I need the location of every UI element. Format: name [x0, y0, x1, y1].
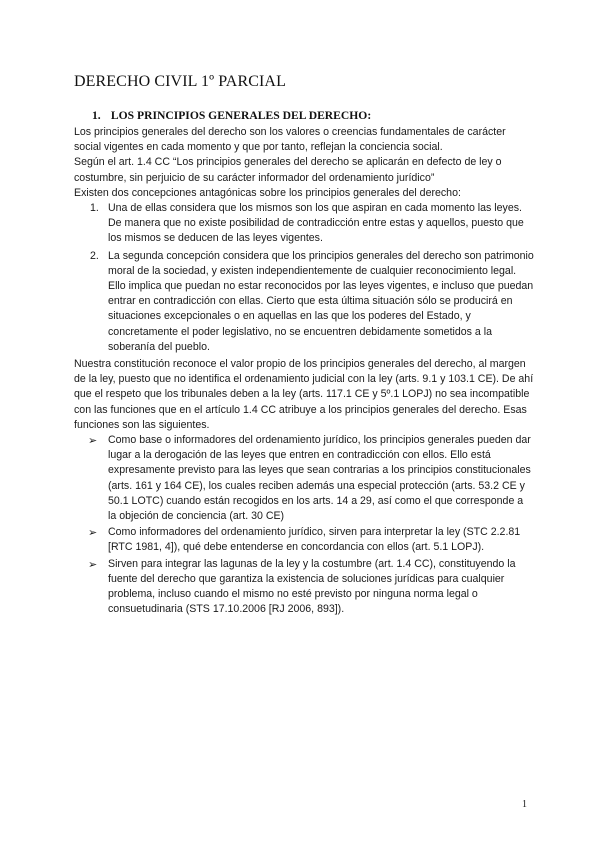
arrow-bullet-icon: ➢	[88, 557, 98, 571]
page-number: 1	[522, 799, 527, 810]
functions-list	[74, 433, 534, 617]
arrow-bullet-icon: ➢	[88, 526, 98, 540]
section-heading	[92, 109, 371, 122]
list-item-text: Una de ellas considera que los mismos son los que aspiran en cada momento las leyes. De manera que no existe posibilidad de contradicción entre estas y aquellos, puesto que los mismos se deducen de las leyes vigentes.	[108, 202, 524, 245]
paragraph-article-quote: Según el art. 1.4 CC “Los principios generales del derecho se aplicarán en defecto de ley o costumbre, sin perjuicio de su carácter informador del ordenamiento jurídico”	[74, 156, 502, 184]
list-marker: 1.	[90, 202, 99, 215]
list-item-text: Como informadores del ordenamiento jurídico, sirven para interpretar la ley (STC 2.2.81 [RTC 1981, 4]), qué debe entenderse en concordancia con ellos (art. 5.1 LOPJ).	[108, 526, 521, 554]
list-item	[74, 557, 534, 618]
list-item-text: Sirven para integrar las lagunas de la ley y la costumbre (art. 1.4 CC), constituyendo la fuente del derecho que garantiza la existencia de soluciones jurídicas para cualquier problema, incluso cuando el mismo no esté previsto por ninguna norma legal o consuetudinaria (STS 17.10.2006 [RJ 2006, 893]).	[108, 557, 516, 616]
list-item-text: La segunda concepción considera que los principios generales del derecho son patrimonio moral de la sociedad, y existen independientemente de cualquier reconocimiento legal. Ello implica que puedan no estar reconocidos por las leyes vigentes, e incluso que puedan entrar en contradicción con ellas. Cierto que esta última situación sólo se producirá en situaciones excepcionales o en aquellas en las que los poderes del Estado, y concretamente el poder legislativo, no se encuentren debidamente sometidos a la soberanía del pueblo.	[108, 249, 534, 353]
list-item	[74, 249, 534, 355]
document-body	[74, 125, 534, 619]
paragraph-constitution: Nuestra constitución reconoce el valor propio de los principios generales del derecho, al margen de la ley, puesto que no identifica el ordenamiento judicial con la ley (arts. 9.1 y 103.1 CE). De ahí que el respeto que los tribunales deben a la ley (arts. 117.1 CE y 5º.1 LOPJ) no sea incompatible con las funciones que en el artículo 1.4 CC atribuye a los principios generales del derecho. Esas funciones son las siguientes.	[74, 358, 534, 431]
list-item	[74, 433, 534, 524]
list-item	[74, 201, 534, 247]
document-title: DERECHO CIVIL 1º PARCIAL	[74, 73, 286, 90]
arrow-bullet-icon: ➢	[88, 434, 98, 448]
list-marker: 2.	[90, 249, 99, 262]
list-item	[74, 525, 534, 555]
section-heading-text: LOS PRINCIPIOS GENERALES DEL DERECHO:	[110, 109, 372, 122]
paragraph-conceptions-intro: Existen dos concepciones antagónicas sobre los principios generales del derecho:	[74, 186, 461, 199]
list-item-text: Como base o informadores del ordenamiento jurídico, los principios generales pueden dar lugar a la derogación de las leyes que entren en contradicción con ellos. Ello está expresamente previsto para las leyes que sean contrarias a los principios constitucionales (arts. 161 y 164 CE), los cuales reciben además una especial protección (arts. 53.2 CE y 50.1 LOTC) cuando están recogidos en los arts. 14 a 29, así como el que corresponde a la objeción de conciencia (art. 30 CE)	[108, 434, 531, 523]
paragraph-definition: Los principios generales del derecho son los valores o creencias fundamentales de carácter social vigentes en cada momento y que por tanto, reflejan la conciencia social.	[74, 126, 506, 154]
conceptions-list	[74, 201, 534, 355]
section-number: 1.	[92, 109, 101, 122]
